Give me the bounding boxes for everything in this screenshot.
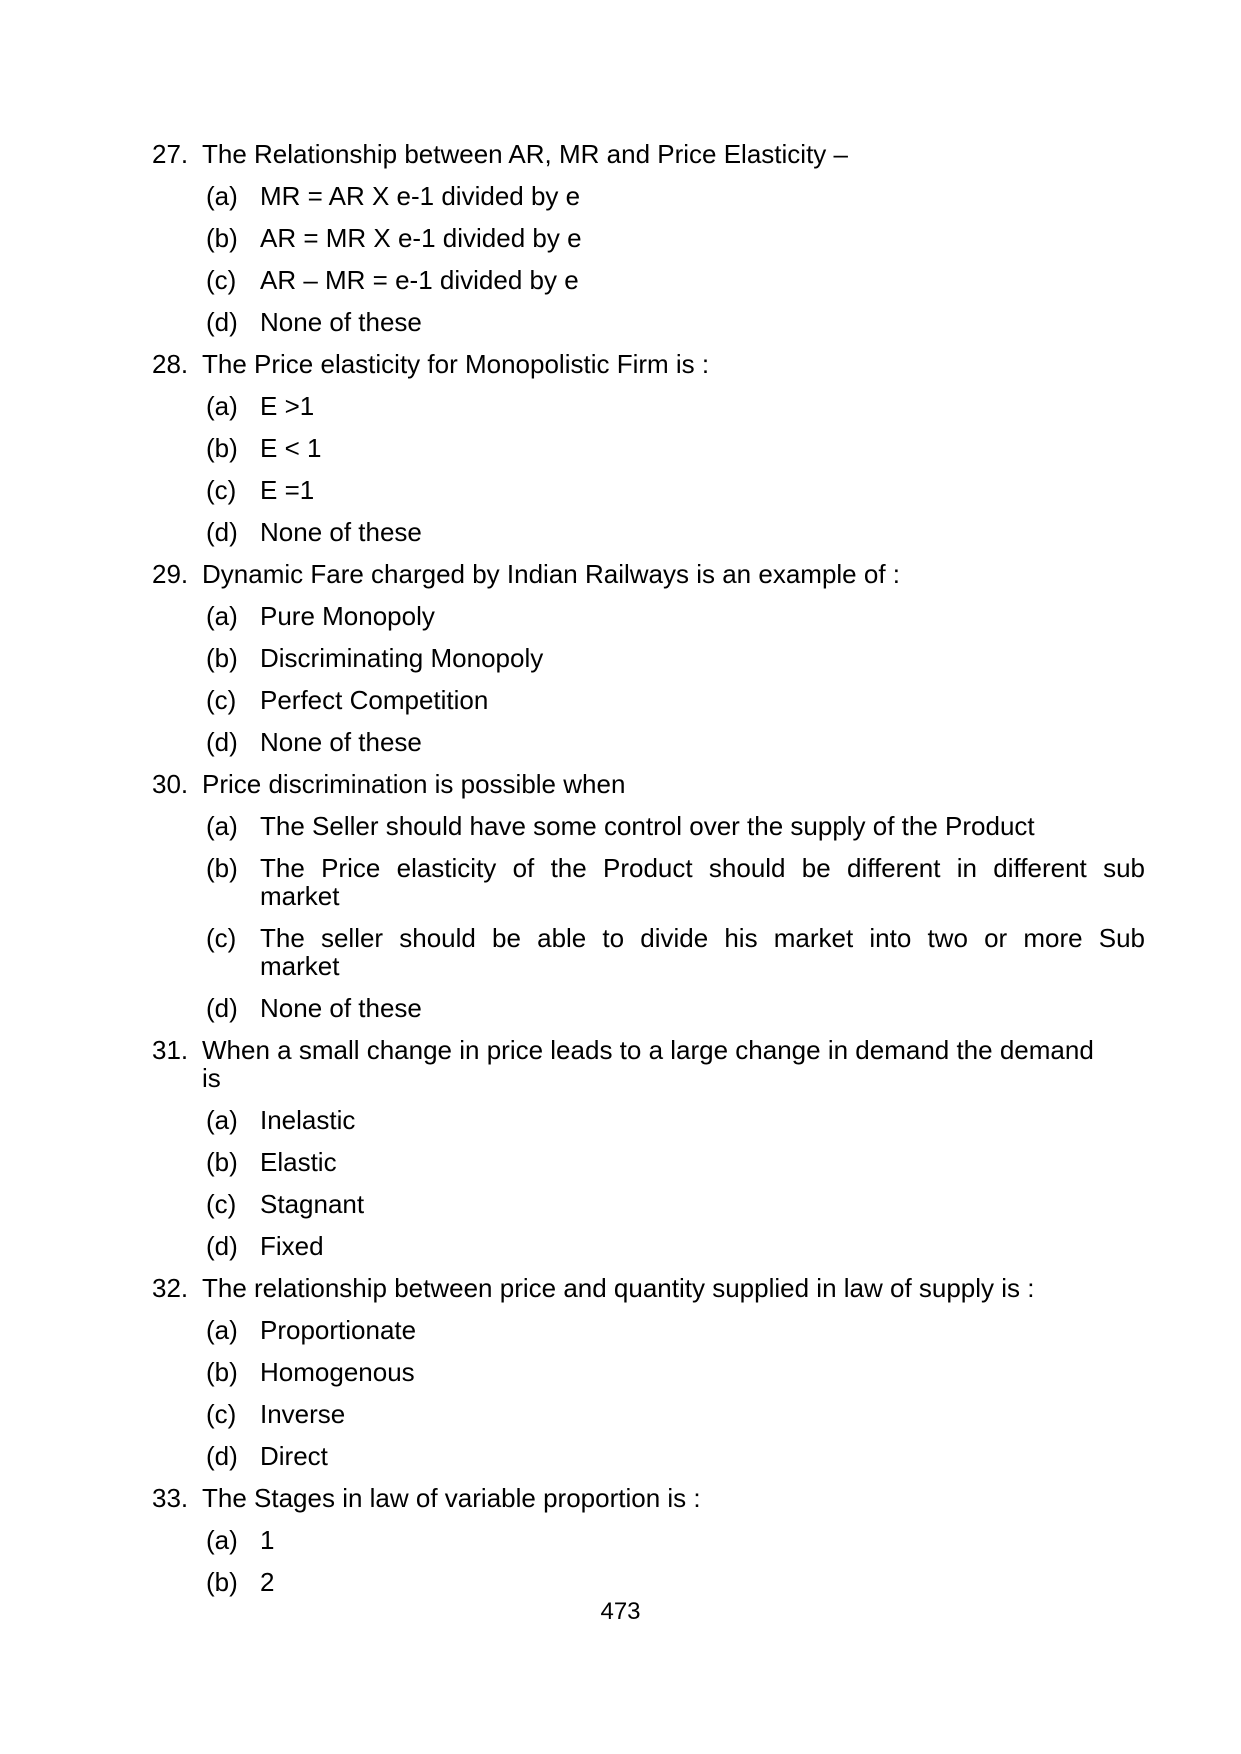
question-number: 28. [152, 349, 189, 379]
option-item [0, 308, 1241, 336]
option-item [0, 182, 1241, 210]
option-item [0, 1316, 1241, 1344]
option-item [0, 392, 1241, 420]
text-line: market [260, 881, 340, 911]
text-line: The Price elasticity for Monopolistic Firm is : [202, 349, 710, 379]
option-text [260, 1232, 1145, 1260]
text-line: Discriminating Monopoly [260, 643, 544, 673]
option-text [260, 308, 1145, 336]
text-line: Proportionate [260, 1315, 417, 1345]
option-label: (b) [206, 433, 238, 463]
question-item [0, 140, 1241, 168]
text-line: AR = MR X e-1 divided by e [260, 223, 582, 253]
option-text [260, 854, 1145, 910]
question-item [0, 560, 1241, 588]
option-text [260, 434, 1145, 462]
question-item [0, 350, 1241, 378]
option-label: (a) [206, 811, 238, 841]
text-line: Direct [260, 1441, 328, 1471]
option-text [260, 994, 1145, 1022]
option-item [0, 224, 1241, 252]
option-item [0, 686, 1241, 714]
question-item [0, 1036, 1241, 1092]
question-item [0, 1274, 1241, 1302]
option-text [260, 1106, 1145, 1134]
option-label: (b) [206, 643, 238, 673]
option-item [0, 1568, 1241, 1596]
option-text [260, 644, 1145, 672]
question-number: 33. [152, 1483, 189, 1513]
option-item [0, 476, 1241, 504]
option-label: (c) [206, 685, 237, 715]
text-line: The seller should be able to divide his market into two or more Sub [260, 923, 1145, 953]
questions-list [0, 140, 1241, 1596]
question-number: 32. [152, 1273, 189, 1303]
option-text [260, 1526, 1145, 1554]
question-text [202, 140, 1100, 168]
question-number: 30. [152, 769, 189, 799]
option-label: (c) [206, 1189, 237, 1219]
text-line: E < 1 [260, 433, 322, 463]
option-item [0, 1526, 1241, 1554]
question-number: 31. [152, 1035, 189, 1065]
option-label: (d) [206, 1231, 238, 1261]
text-line: None of these [260, 307, 422, 337]
option-label: (a) [206, 1315, 238, 1345]
option-label: (a) [206, 181, 238, 211]
option-item [0, 266, 1241, 294]
option-text [260, 812, 1145, 840]
option-label: (a) [206, 1105, 238, 1135]
option-text [260, 1568, 1145, 1596]
text-line: When a small change in price leads to a large change in demand the demand [202, 1035, 1094, 1065]
question-text [202, 350, 1100, 378]
option-label: (b) [206, 1357, 238, 1387]
text-line: market [260, 951, 340, 981]
option-text [260, 392, 1145, 420]
option-label: (d) [206, 727, 238, 757]
text-line: 2 [260, 1567, 275, 1597]
option-item [0, 1190, 1241, 1218]
option-item [0, 1148, 1241, 1176]
option-text [260, 602, 1145, 630]
option-text [260, 1442, 1145, 1470]
text-line: AR – MR = e-1 divided by e [260, 265, 579, 295]
page-number: 473 [600, 1598, 641, 1625]
option-label: (b) [206, 223, 238, 253]
text-line: The Relationship between AR, MR and Price Elasticity – [202, 139, 848, 169]
option-label: (c) [206, 1399, 237, 1429]
question-number: 29. [152, 559, 189, 589]
option-text [260, 182, 1145, 210]
option-text [260, 1316, 1145, 1344]
text-line: Perfect Competition [260, 685, 489, 715]
text-line: The Price elasticity of the Product should be different in different sub [260, 853, 1145, 883]
option-item [0, 434, 1241, 462]
option-text [260, 728, 1145, 756]
option-text [260, 686, 1145, 714]
option-item [0, 812, 1241, 840]
text-line: None of these [260, 517, 422, 547]
question-item [0, 770, 1241, 798]
option-item [0, 644, 1241, 672]
question-text [202, 560, 1100, 588]
text-line: Homogenous [260, 1357, 415, 1387]
option-item [0, 518, 1241, 546]
text-line: None of these [260, 993, 422, 1023]
text-line: Inverse [260, 1399, 346, 1429]
option-label: (c) [206, 475, 237, 505]
option-item [0, 728, 1241, 756]
option-text [260, 924, 1145, 980]
text-line: 1 [260, 1525, 275, 1555]
option-label: (a) [206, 1525, 238, 1555]
text-line: None of these [260, 727, 422, 757]
text-line: MR = AR X e-1 divided by e [260, 181, 581, 211]
option-label: (c) [206, 923, 237, 953]
option-text [260, 476, 1145, 504]
option-label: (b) [206, 1147, 238, 1177]
text-line: The Stages in law of variable proportion is : [202, 1483, 701, 1513]
text-line: Fixed [260, 1231, 324, 1261]
option-label: (a) [206, 391, 238, 421]
question-text [202, 770, 1100, 798]
option-label: (d) [206, 517, 238, 547]
option-label: (d) [206, 307, 238, 337]
question-text [202, 1036, 1100, 1092]
option-item [0, 924, 1241, 980]
text-line: E >1 [260, 391, 315, 421]
option-text [260, 518, 1145, 546]
option-label: (d) [206, 993, 238, 1023]
option-item [0, 994, 1241, 1022]
option-item [0, 1358, 1241, 1386]
text-line: The Seller should have some control over the supply of the Product [260, 811, 1035, 841]
option-label: (c) [206, 265, 237, 295]
option-text [260, 1358, 1145, 1386]
text-line: The relationship between price and quantity supplied in law of supply is : [202, 1273, 1035, 1303]
option-label: (b) [206, 853, 238, 883]
text-line: is [202, 1063, 221, 1093]
text-line: E =1 [260, 475, 315, 505]
option-item [0, 854, 1241, 910]
option-text [260, 1400, 1145, 1428]
text-line: Dynamic Fare charged by Indian Railways is an example of : [202, 559, 900, 589]
option-item [0, 1442, 1241, 1470]
option-item [0, 1400, 1241, 1428]
text-line: Price discrimination is possible when [202, 769, 626, 799]
option-label: (d) [206, 1441, 238, 1471]
text-line: Elastic [260, 1147, 337, 1177]
option-text [260, 266, 1145, 294]
option-item [0, 1232, 1241, 1260]
option-item [0, 1106, 1241, 1134]
option-text [260, 1190, 1145, 1218]
question-text [202, 1274, 1100, 1302]
option-text [260, 1148, 1145, 1176]
text-line: Inelastic [260, 1105, 356, 1135]
question-number: 27. [152, 139, 189, 169]
option-label: (b) [206, 1567, 238, 1597]
option-text [260, 224, 1145, 252]
question-text [202, 1484, 1100, 1512]
option-label: (a) [206, 601, 238, 631]
option-item [0, 602, 1241, 630]
text-line: Stagnant [260, 1189, 365, 1219]
question-item [0, 1484, 1241, 1512]
text-line: Pure Monopoly [260, 601, 435, 631]
